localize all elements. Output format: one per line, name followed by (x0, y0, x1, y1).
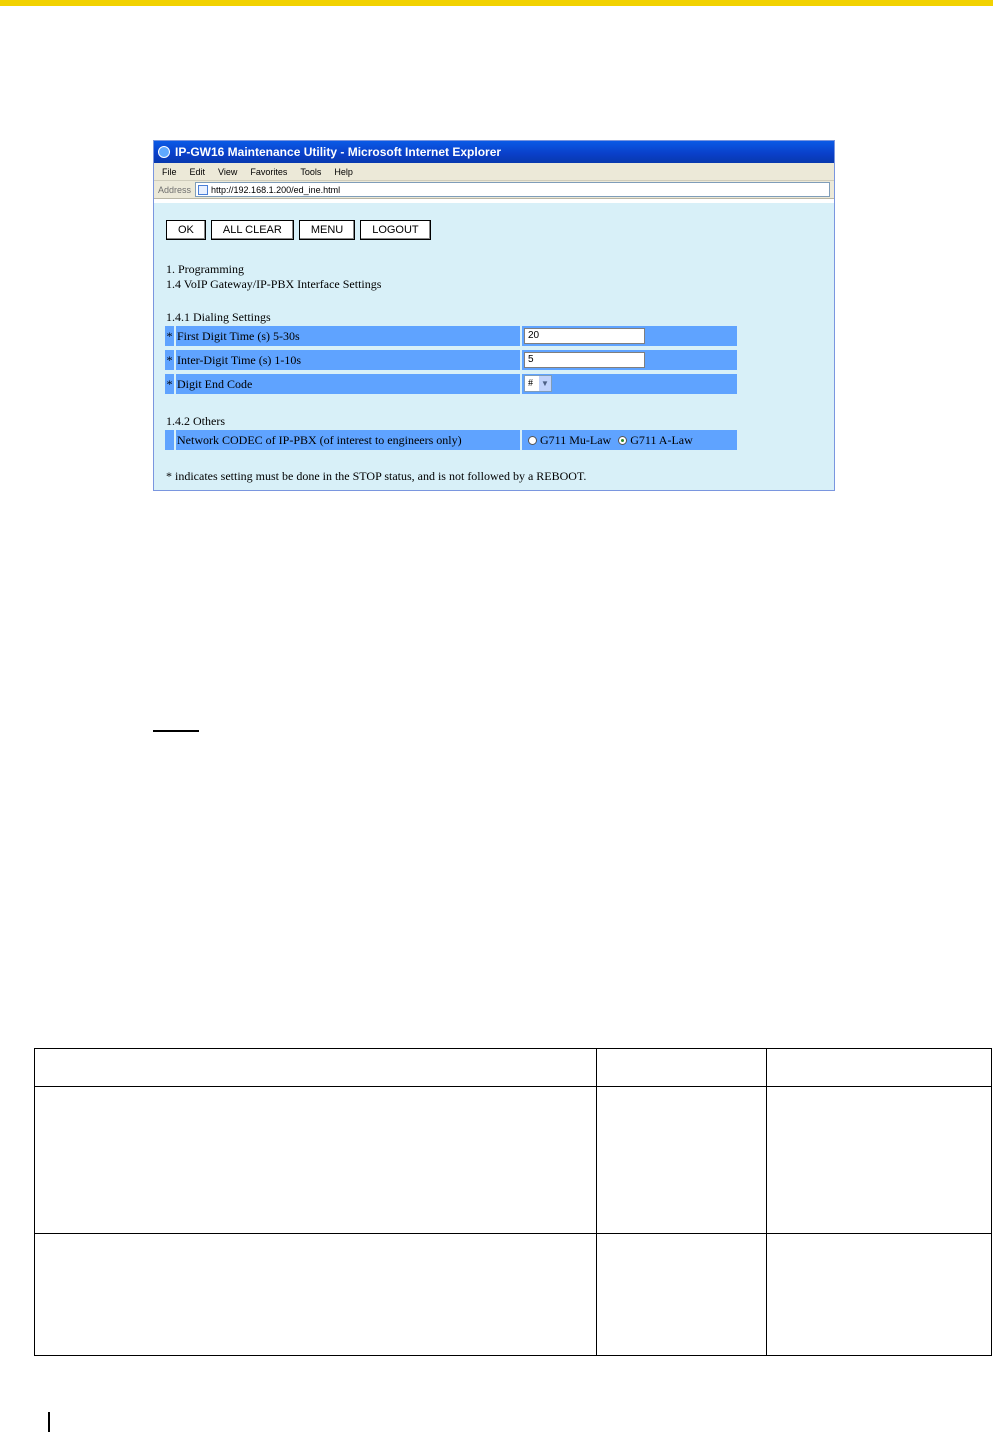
codec-row (165, 430, 737, 450)
table-row-divider (35, 1233, 991, 1234)
menu-button[interactable]: MENU (299, 220, 355, 240)
browser-window (153, 140, 835, 491)
ie-logo-icon (158, 146, 170, 158)
table-column-divider (766, 1049, 767, 1355)
table-header-divider (35, 1086, 991, 1087)
window-titlebar (154, 141, 834, 163)
page-icon (198, 185, 208, 195)
menu-favorites[interactable]: Favorites (250, 166, 288, 177)
logout-button[interactable]: LOGOUT (360, 220, 430, 240)
button-row (166, 220, 431, 240)
ok-button[interactable]: OK (166, 220, 206, 240)
digit-end-code-value: # (528, 378, 533, 389)
address-input[interactable] (195, 182, 830, 197)
others-heading: 1.4.2 Others (166, 414, 225, 428)
others-table (165, 430, 737, 454)
all-clear-button[interactable]: ALL CLEAR (211, 220, 294, 240)
top-accent-bar (0, 0, 993, 6)
note-underline (153, 730, 199, 732)
codec-label: Network CODEC of IP-PBX (of interest to engineers only) (176, 430, 520, 450)
first-digit-label: First Digit Time (s) 5-30s (176, 326, 520, 346)
codec-mu-law-radio[interactable] (528, 436, 537, 445)
first-digit-row (165, 326, 737, 346)
menu-tools[interactable]: Tools (300, 166, 322, 177)
stop-marker: * (165, 374, 174, 394)
footnote: * indicates setting must be done in the STOP status, and is not followed by a REBOOT. (166, 469, 587, 483)
digit-end-code-select[interactable] (524, 375, 552, 392)
digit-end-code-row (165, 374, 737, 394)
document-table (34, 1048, 992, 1356)
menu-file[interactable]: File (162, 166, 177, 177)
page-content (154, 203, 834, 490)
first-digit-input[interactable]: 20 (524, 328, 645, 344)
window-title: IP-GW16 Maintenance Utility - Microsoft Internet Explorer (175, 145, 502, 159)
breadcrumb-section: 1.4 VoIP Gateway/IP-PBX Interface Settings (166, 277, 382, 291)
address-bar (154, 181, 834, 199)
inter-digit-input[interactable]: 5 (524, 352, 645, 368)
codec-mu-law-label: G711 Mu-Law (540, 433, 612, 447)
stop-marker: * (165, 326, 174, 346)
codec-a-law-radio[interactable] (618, 436, 627, 445)
chevron-down-icon: ▼ (539, 376, 551, 391)
dialing-settings-table (165, 326, 737, 398)
address-url: http://192.168.1.200/ed_ine.html (211, 184, 341, 195)
stop-marker: * (165, 350, 174, 370)
table-column-divider (596, 1049, 597, 1355)
inter-digit-label: Inter-Digit Time (s) 1-10s (176, 350, 520, 370)
menu-bar (154, 163, 834, 181)
digit-end-code-label: Digit End Code (176, 374, 520, 394)
menu-help[interactable]: Help (334, 166, 353, 177)
dialing-settings-heading: 1.4.1 Dialing Settings (166, 310, 271, 324)
page-margin-bar (48, 1412, 50, 1432)
menu-view[interactable]: View (218, 166, 238, 177)
breadcrumb-programming: 1. Programming (166, 262, 244, 276)
codec-radio-group (528, 430, 693, 450)
address-label: Address (158, 184, 192, 195)
codec-a-law-label: G711 A-Law (630, 433, 693, 447)
inter-digit-row (165, 350, 737, 370)
menu-edit[interactable]: Edit (189, 166, 206, 177)
